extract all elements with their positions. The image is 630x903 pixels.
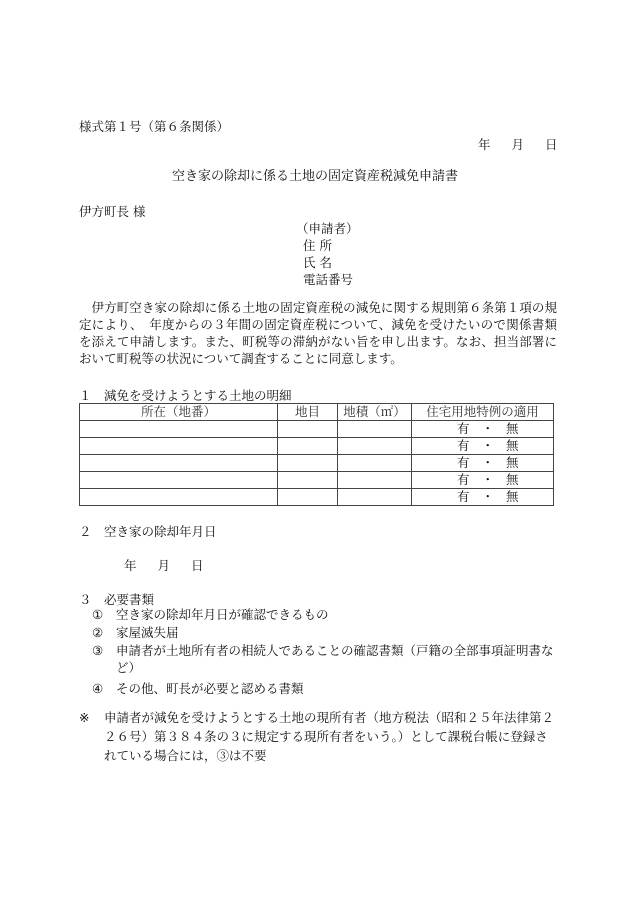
date-day: 日: [545, 137, 558, 152]
area-cell[interactable]: [338, 438, 412, 455]
list-item: [92, 624, 554, 641]
table-row: [80, 489, 554, 506]
location-cell[interactable]: [80, 472, 278, 489]
removal-month: 月: [157, 558, 171, 573]
location-cell[interactable]: [80, 421, 278, 438]
note-text: 申請者が減免を受けようとする土地の現所有者（地方税法（昭和２５年法律第２２６号）第３８４条の３に規定する現所有者をいう。）として課税台帳に登録されている場合には，③は不要: [104, 710, 555, 763]
category-cell[interactable]: [278, 455, 338, 472]
item-number: ④: [92, 681, 104, 696]
no-option[interactable]: 無: [506, 421, 519, 436]
removal-date-field[interactable]: [124, 557, 204, 574]
applicant-address-field[interactable]: 住 所: [303, 238, 332, 253]
item-text: 空き家の除却年月日が確認できるもの: [116, 607, 329, 622]
location-cell[interactable]: [80, 438, 278, 455]
applicant-label: （申請者）: [296, 221, 359, 236]
item-text: その他、町長が必要と認める書類: [116, 681, 304, 696]
no-option[interactable]: 無: [506, 489, 519, 504]
item-number: ①: [92, 607, 104, 622]
table-row: [80, 455, 554, 472]
yes-option[interactable]: 有: [457, 455, 470, 470]
list-item: [92, 680, 554, 697]
item-number: ③: [92, 643, 104, 658]
table-row: [80, 438, 554, 455]
exception-cell[interactable]: [412, 421, 554, 438]
applicant-phone-field[interactable]: 電話番号: [303, 272, 354, 287]
exception-cell[interactable]: [412, 455, 554, 472]
note-mark: ※: [79, 710, 90, 725]
exception-cell[interactable]: [412, 489, 554, 506]
item-text: 家屋滅失届: [116, 625, 179, 640]
separator-dot: ・: [481, 472, 495, 487]
date-month: 月: [511, 137, 525, 152]
yes-option[interactable]: 有: [457, 438, 470, 453]
list-item: [92, 606, 554, 623]
document-title: 空き家の除却に係る土地の固定資産税減免申請書: [171, 169, 458, 184]
category-cell[interactable]: [278, 438, 338, 455]
yes-option[interactable]: 有: [457, 489, 470, 504]
exception-cell[interactable]: [412, 472, 554, 489]
item-number: ②: [92, 625, 104, 640]
col-location: 所在（地番）: [80, 404, 278, 421]
no-option[interactable]: 無: [506, 472, 519, 487]
removal-year: 年: [124, 558, 137, 573]
no-option[interactable]: 無: [506, 455, 519, 470]
location-cell[interactable]: [80, 455, 278, 472]
category-cell[interactable]: [278, 489, 338, 506]
removal-day: 日: [191, 558, 204, 573]
land-details-table: [79, 403, 554, 506]
section1-heading: １ 減免を受けようとする土地の明細: [79, 388, 292, 403]
area-cell[interactable]: [338, 472, 412, 489]
list-item: [92, 642, 554, 676]
form-number: 様式第１号（第６条関係）: [79, 119, 230, 134]
area-cell[interactable]: [338, 489, 412, 506]
footnote: [79, 708, 557, 765]
col-housing-exception: 住宅用地特例の適用: [412, 404, 554, 421]
section3-heading: ３ 必要書類: [79, 592, 155, 607]
section2-heading: ２ 空き家の除却年月日: [79, 524, 217, 539]
location-cell[interactable]: [80, 489, 278, 506]
date-year: 年: [478, 137, 491, 152]
exception-cell[interactable]: [412, 438, 554, 455]
addressee: 伊方町長 様: [79, 204, 146, 219]
application-statement: 伊方町空き家の除却に係る土地の固定資産税の減免に関する規則第６条第１項の規定により、 年度からの３年間の固定資産税について、減免を受けたいので関係書類を添えて申請します。また、町税等の滞納がない旨を申し出ます。なお、担当部署において町税等の状況について調査することに同意します。: [79, 300, 557, 366]
table-header-row: [80, 404, 554, 421]
table-row: [80, 421, 554, 438]
col-category: 地目: [278, 404, 338, 421]
area-cell[interactable]: [338, 421, 412, 438]
separator-dot: ・: [481, 421, 495, 436]
yes-option[interactable]: 有: [457, 421, 470, 436]
item-text: 申請者が土地所有者の相続人であることの確認書類（戸籍の全部事項証明書など）: [116, 643, 554, 675]
col-area: 地積（㎡）: [338, 404, 412, 421]
separator-dot: ・: [481, 455, 495, 470]
required-documents-list: [92, 606, 554, 697]
table-row: [80, 472, 554, 489]
area-cell[interactable]: [338, 455, 412, 472]
separator-dot: ・: [481, 438, 495, 453]
application-date[interactable]: [478, 136, 558, 153]
no-option[interactable]: 無: [506, 438, 519, 453]
separator-dot: ・: [481, 489, 495, 504]
applicant-name-field[interactable]: 氏 名: [303, 255, 332, 270]
category-cell[interactable]: [278, 421, 338, 438]
category-cell[interactable]: [278, 472, 338, 489]
applicant-block: [296, 220, 359, 288]
yes-option[interactable]: 有: [457, 472, 470, 487]
